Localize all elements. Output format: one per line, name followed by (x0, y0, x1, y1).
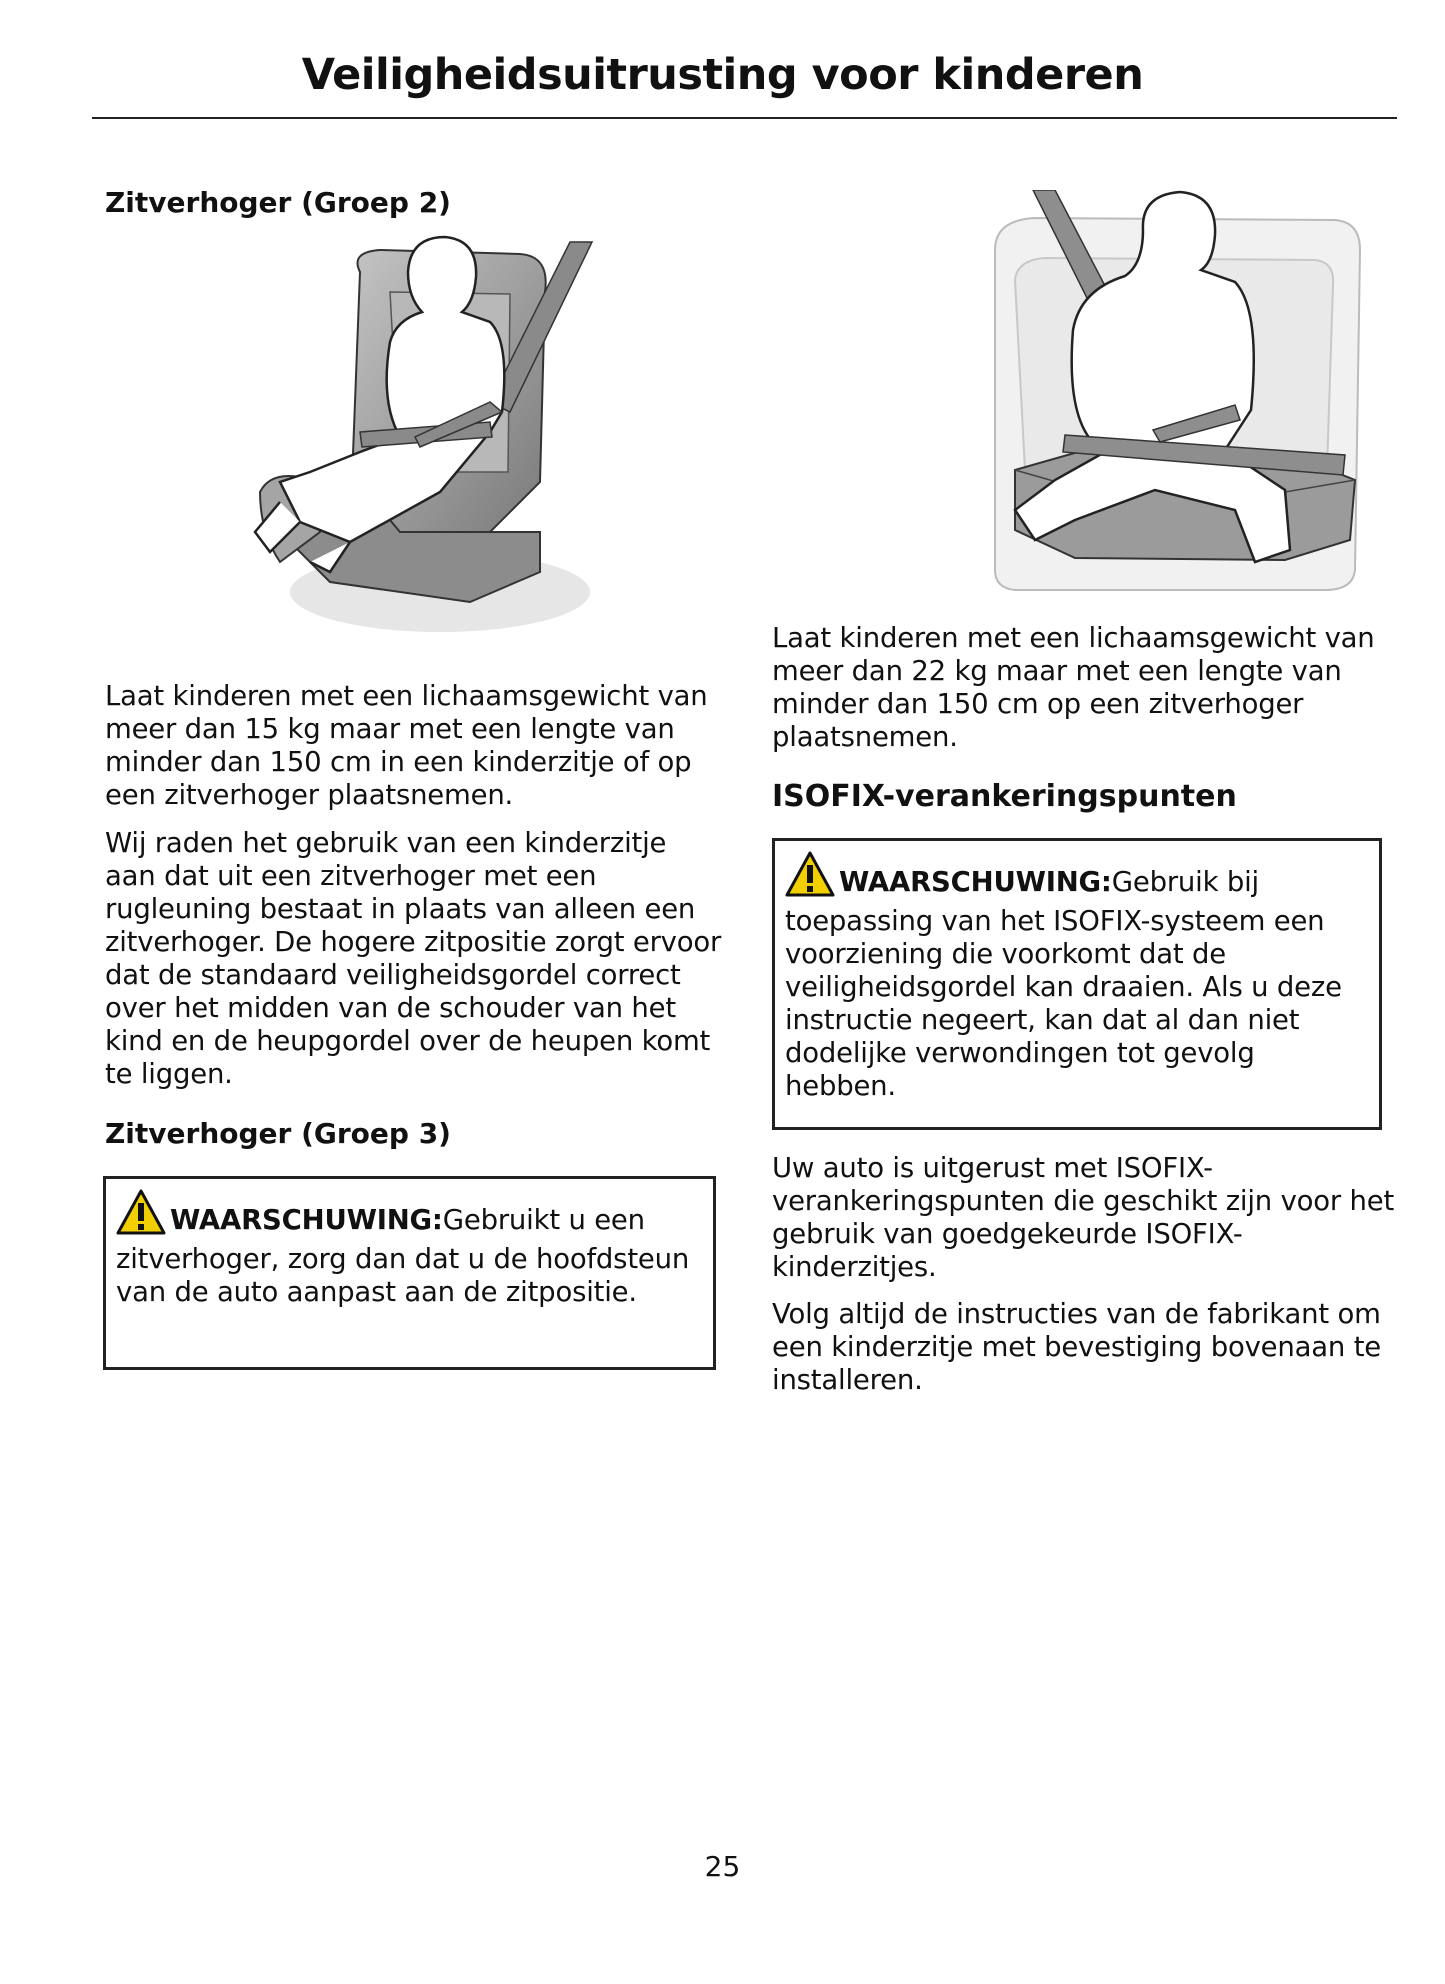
advice-paragraph: Wij raden het gebruik van een kinderzitje aan dat uit een zitverhoger met een rugleuning bestaat in plaats van alleen een zitverhoger. De hogere zitpositie zorgt ervoor dat de standaard veiligheidsgordel correct over het midden van de schouder van het kind en de heupgordel over de heupen komt te liggen. (105, 827, 722, 1090)
booster-cushion-icon (955, 190, 1375, 610)
group2-illustration (240, 232, 600, 644)
title-divider (92, 117, 1397, 119)
group3-warning-box (103, 1176, 716, 1370)
group3-heading: Zitverhoger (Groep 3) (105, 1117, 451, 1150)
isofix-paragraph-1: Uw auto is uitgerust met ISOFIX-verankeringspunten die geschikt zijn voor het gebruik van goedgekeurde ISOFIX-kinderzitjes. (772, 1152, 1395, 1283)
group2-paragraph: Laat kinderen met een lichaamsgewicht van meer dan 15 kg maar met een lengte van minder dan 150 cm in een kinderzitje of op een zitverhoger plaatsnemen. (105, 680, 708, 811)
page-number: 25 (704, 1850, 741, 1883)
isofix-paragraph-2: Volg altijd de instructies van de fabrikant om een kinderzitje met bevestiging bovenaan te installeren. (772, 1298, 1381, 1396)
isofix-heading: ISOFIX-verankeringspunten (772, 779, 1237, 814)
group3-illustration (955, 190, 1375, 610)
warning-triangle-icon (785, 851, 835, 905)
warning-triangle-icon (116, 1189, 166, 1243)
warning-title: WAARSCHUWING: (170, 1204, 443, 1236)
group2-heading: Zitverhoger (Groep 2) (105, 186, 451, 219)
warning-title: WAARSCHUWING: (839, 866, 1112, 898)
isofix-warning-box (772, 838, 1382, 1130)
warning-text: Gebruik bij toepassing van het ISOFIX-systeem een voorziening die voorkomt dat de veiligheidsgordel kan draaien. Als u deze instructie negeert, kan dat al dan niet dodelijke verwondingen tot gevolg hebben. (785, 866, 1342, 1102)
page-title: Veiligheidsuitrusting voor kinderen (301, 50, 1144, 100)
group3-paragraph: Laat kinderen met een lichaamsgewicht van meer dan 22 kg maar met een lengte van minder dan 150 cm op een zitverhoger plaatsnemen. (772, 622, 1375, 753)
warning-text: Gebruikt u een zitverhoger, zorg dan dat u de hoofdsteun van de auto aanpast aan de zitpositie. (116, 1204, 690, 1308)
booster-seat-with-backrest-icon (240, 232, 600, 644)
